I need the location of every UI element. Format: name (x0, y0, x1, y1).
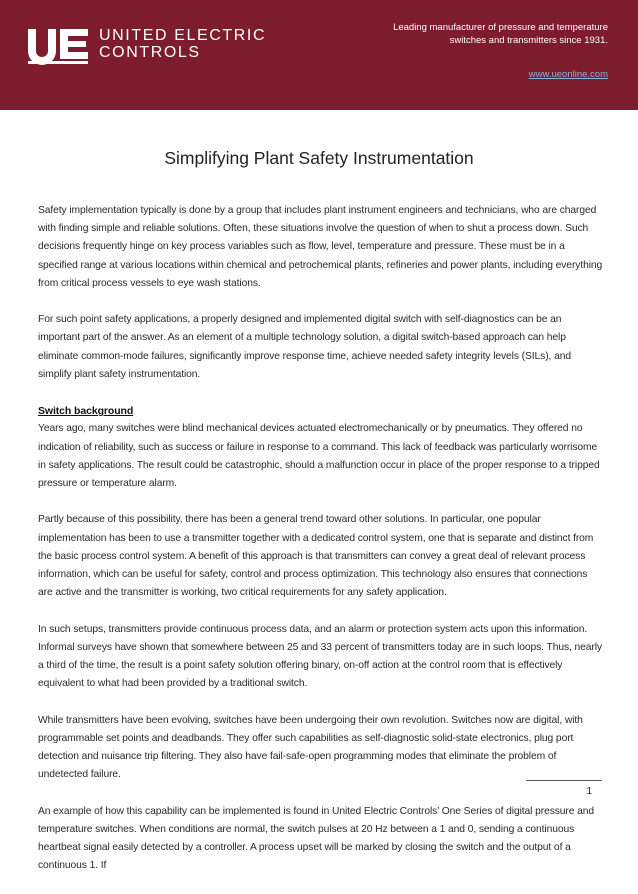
paragraph-history: Years ago, many switches were blind mechanical devices actuated electromechanically or by pneumatics. They offered no indication of reliability, such as success or failure in response to a command. This lack of feedback was particularly worrisome in safety applications. The result could be catastrophic, should a malfunction occur in place of the proper response to a tripped pressure or temperature alarm. (38, 423, 600, 490)
paragraph-transmitter-trend: Partly because of this possibility, there has been a general trend toward other solutions. In particular, one popular implementation has been to use a transmitter together with a dedicated control system, one that is separate and distinct from the basic process control system. A benefit of this approach is that transmitters can convey a great deal of relevant process information, which can be useful for safety, control and process optimization. This technology also ensures that connections are active and the transmitter is working, two critical requirements for any safety application. (38, 514, 594, 599)
article-body (38, 202, 604, 894)
brand-name (99, 27, 266, 61)
tagline: Leading manufacturer of pressure and temperature switches and transmitters since 1931. (393, 22, 608, 46)
paragraph-setups: In such setups, transmitters provide continuous process data, and an alarm or protection system acts upon this information. Informal surveys have shown that somewhere between 25 and 33 percent of transmitters today are in such loops. Thus, nearly a third of the time, the result is a point safety solution offering binary, on-off action at the control room that is effectively equivalent to what had been provided by a traditional switch. (38, 623, 602, 690)
brand-line-1: UNITED ELECTRIC (99, 27, 267, 44)
section-heading-switch-background: Switch background (38, 405, 134, 418)
footer-divider (526, 780, 602, 781)
brand-line-2: CONTROLS (99, 44, 201, 61)
website-link[interactable]: www.ueonline.com (528, 69, 608, 80)
page-title: Simplifying Plant Safety Instrumentation (164, 148, 474, 168)
paragraph-intro: Safety implementation typically is done by a group that includes plant instrument engineers and technicians, who are charged with finding simple and reliable solutions. Often, these situations involve the question of when to shut a process down. Such decisions frequently hinge on key process variables such as flow, level, temperature and pressure. These must be in a specified range at various locations within chemical and petrochemical plants, refineries and power plants, including everything from critical process vessels to eye wash stations. (38, 205, 603, 289)
ue-logo-icon (26, 27, 90, 67)
paragraph-digital-switches: While transmitters have been evolving, switches have been undergoing their own revolution. Switches now are digital, with programmable set points and deadbands. They offer such capabilities as self-diagnostic solid-state electronics, plug port detection and nuisance trip filtering. They also have fail-safe-open programming modes that eliminate the problem of undetected failure. (38, 714, 583, 781)
header-banner (0, 0, 638, 110)
paragraph-one-series-example: An example of how this capability can be implemented is found in United Electric Controls’ One Series of digital pressure and temperature switches. When conditions are normal, the switch pulses at 20 Hz between a 1 and 0, sending a continuous heartbeat signal easily detected by a controller. A process upset will be marked by closing the switch and the output of a continuous 1. If (38, 805, 595, 872)
page-number: 1 (586, 786, 592, 797)
paragraph-point-safety: For such point safety applications, a properly designed and implemented digital switch with self-diagnostics can be an important part of the answer. As an element of a multiple technology solution, a digital switch-based approach can help eliminate common-mode failures, significantly improve response time, achieve needed safety integrity levels (SILs), and simplify plant safety instrumentation. (38, 314, 571, 380)
